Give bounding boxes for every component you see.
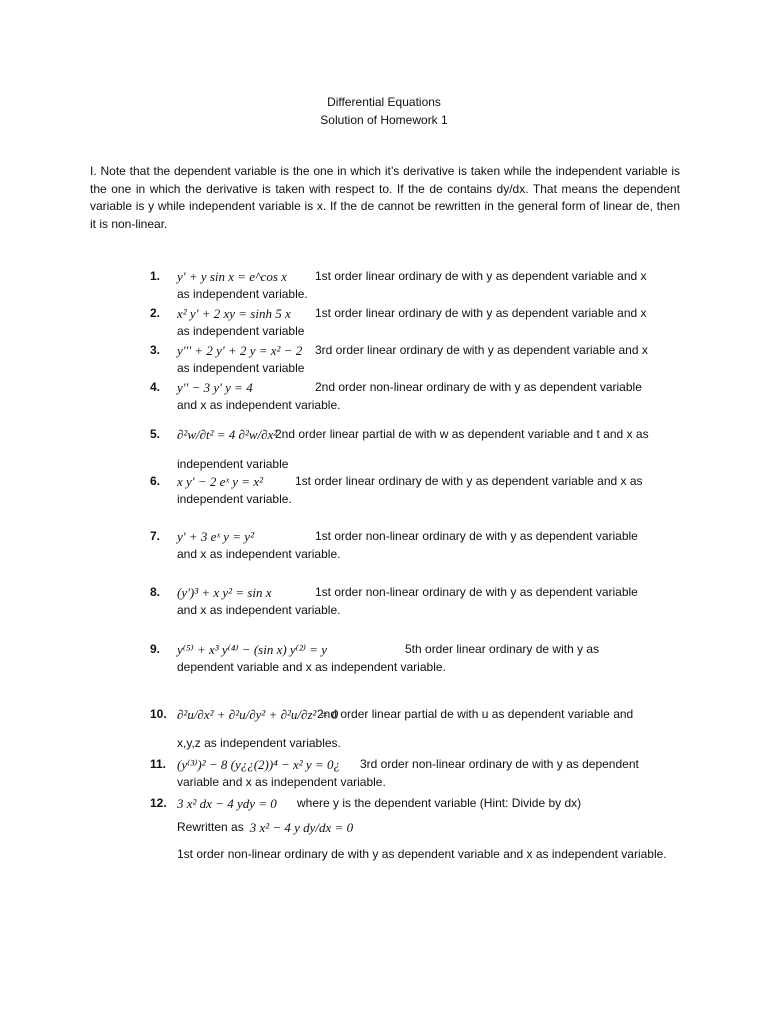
item-description-continued: x,y,z as independent variables. [177,735,341,750]
item-conclusion: 1st order non-linear ordinary de with y as dependent variable and x as independent variable. [177,847,667,861]
item-equation: y'' − 3 y' y = 4 [177,380,253,395]
item-description-continued: and x as independent variable. [177,602,341,617]
item-equation: y' + y sin x = e^cos x [177,269,287,284]
item-number: 2. [150,306,161,320]
item-equation: x y' − 2 eˣ y = x² [177,474,263,489]
item-description-continued: dependent variable and x as independent variable. [177,659,446,674]
item-description: 2nd order linear partial de with w as dependent variable and t and x as [275,427,649,441]
item-number: 9. [150,642,161,656]
item-description-continued: as independent variable. [177,286,308,301]
item-number: 6. [150,474,161,488]
item-equation: ∂²w/∂t² = 4 ∂²w/∂x² [177,427,278,442]
item-number: 5. [150,427,161,441]
item-description: 2nd order non-linear ordinary de with y as dependent variable [315,380,642,394]
rewritten-label: Rewritten as [177,819,244,834]
intro-paragraph: I. Note that the dependent variable is the one in which it’s derivative is taken while the independent variable is the one in which the derivative is taken with respect to. If the de contains dy/dx. That means the dependent variable is y while independent variable is x. If the de cannot be rewritten in the general form of linear de, then it is non-linear. [90,164,680,231]
item-number: 3. [150,343,161,357]
item-description: where y is the dependent variable (Hint: Divide by dx) [297,796,582,810]
rewritten-equation: 3 x² − 4 y dy/dx = 0 [249,819,354,835]
item-number: 8. [150,585,161,599]
item-number: 12. [150,796,167,810]
item-number: 1. [150,269,161,283]
item-equation: y⁽⁵⁾ + x³ y⁽⁴⁾ − (sin x) y⁽²⁾ = y [177,642,328,657]
item-description: 3rd order non-linear ordinary de with y as dependent [360,757,639,771]
item-equation: 3 x² dx − 4 ydy = 0 [177,796,277,811]
item-equation: x² y' + 2 xy = sinh 5 x [177,306,291,321]
document-title: Differential Equations [327,95,441,109]
item-description: 1st order linear ordinary de with y as dependent variable and x [315,269,647,283]
item-description: 1st order linear ordinary de with y as dependent variable and x as [295,474,643,488]
item-description: 1st order non-linear ordinary de with y as dependent variable [315,529,638,543]
item-description-continued: as independent variable [177,323,305,338]
item-description: 2nd order linear partial de with u as dependent variable and [317,707,634,721]
item-equation: y''' + 2 y' + 2 y = x² − 2 [177,343,303,358]
item-number: 7. [150,529,161,543]
item-description: 1st order non-linear ordinary de with y as dependent variable [315,585,638,599]
item-description-continued: independent variable [177,456,289,471]
item-number: 10. [150,707,167,721]
item-number: 4. [150,380,161,394]
item-description-continued: and x as independent variable. [177,397,341,412]
item-equation: (y')³ + x y² = sin x [177,585,272,600]
item-equation: y' + 3 eˣ y = y² [177,529,254,544]
item-number: 11. [150,757,167,771]
item-description: 3rd order linear ordinary de with y as dependent variable and x [315,343,648,357]
item-description-continued: as independent variable [177,360,305,375]
item-description: 5th order linear ordinary de with y as [405,642,600,656]
item-equation: ∂²u/∂x² + ∂²u/∂y² + ∂²u/∂z² = 0 [177,707,339,722]
item-equation: (y⁽³⁾)² − 8 (y¿¿(2))⁴ − x² y = 0¿ [177,757,340,772]
item-description-continued: and x as independent variable. [177,546,341,561]
document-subtitle: Solution of Homework 1 [320,113,448,127]
item-description: 1st order linear ordinary de with y as dependent variable and x [315,306,647,320]
item-description-continued: independent variable. [177,491,292,506]
item-description-continued: variable and x as independent variable. [177,774,386,789]
